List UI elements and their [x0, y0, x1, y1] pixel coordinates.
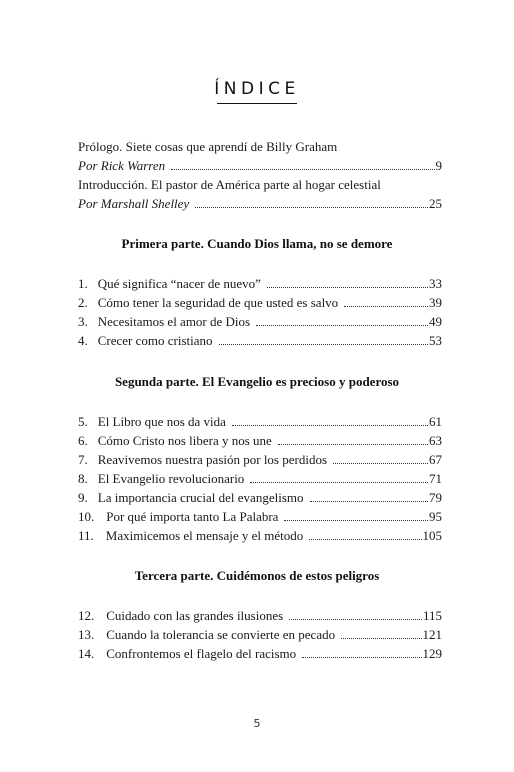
dot-leader — [256, 325, 428, 326]
toc-page-number: 105 — [422, 528, 442, 543]
part-heading: Primera parte. Cuando Dios llama, no se demore — [121, 236, 393, 251]
chapter-number: 11. — [78, 528, 94, 543]
chapter-title: Cómo tener la seguridad de que usted es salvo — [97, 295, 339, 310]
dot-leader — [344, 306, 428, 307]
chapter-title: Cuando la tolerancia se convierte en pecado — [106, 627, 336, 642]
page-title: ÍNDICE — [214, 79, 300, 99]
chapter-title: La importancia crucial del evangelismo — [97, 490, 304, 505]
chapter-title: Crecer como cristiano — [97, 333, 213, 348]
toc-line — [78, 312, 442, 331]
toc-entry-text: Prólogo. Siete cosas que aprendí de Billy Graham — [78, 139, 338, 154]
dot-leader — [195, 207, 428, 208]
toc-line — [78, 606, 442, 625]
toc-entry-author: Por Rick Warren — [78, 158, 166, 173]
chapter-title: Por qué importa tanto La Palabra — [106, 509, 279, 524]
chapter-number: 2. — [78, 295, 88, 310]
part-1-list — [78, 274, 442, 350]
part-heading: Segunda parte. El Evangelio es precioso y poderoso — [114, 374, 400, 389]
chapter-number: 5. — [78, 414, 88, 429]
dot-leader — [278, 444, 428, 445]
toc-line — [78, 431, 442, 450]
chapter-number: 4. — [78, 333, 88, 348]
toc-page-number: 61 — [429, 414, 442, 429]
toc-line — [78, 293, 442, 312]
dot-leader — [250, 482, 428, 483]
dot-leader — [232, 425, 428, 426]
toc-page-number: 95 — [429, 509, 442, 524]
part-3-list — [78, 606, 442, 663]
toc-line — [78, 507, 442, 526]
chapter-number: 3. — [78, 314, 88, 329]
toc-line — [78, 156, 442, 175]
toc-entry-author: Por Marshall Shelley — [78, 196, 190, 211]
dot-leader — [341, 638, 421, 639]
part-heading: Tercera parte. Cuidémonos de estos peligros — [134, 568, 380, 583]
chapter-number: 1. — [78, 276, 88, 291]
toc-line — [78, 625, 442, 644]
toc-page-number: 39 — [429, 295, 442, 310]
toc-page-number: 79 — [429, 490, 442, 505]
chapter-number: 10. — [78, 509, 95, 524]
dot-leader — [289, 619, 422, 620]
front-matter-list — [78, 137, 442, 213]
toc-page-number: 49 — [429, 314, 442, 329]
toc-page-number: 25 — [429, 196, 442, 211]
toc-page-number: 33 — [429, 276, 442, 291]
chapter-title: Cómo Cristo nos libera y nos une — [97, 433, 272, 448]
chapter-number: 8. — [78, 471, 88, 486]
dot-leader — [310, 501, 429, 502]
chapter-title: Reavivemos nuestra pasión por los perdidos — [97, 452, 328, 467]
dot-leader — [309, 539, 421, 540]
dot-leader — [219, 344, 428, 345]
dot-leader — [171, 169, 434, 170]
toc-line — [78, 469, 442, 488]
part-2-list — [78, 412, 442, 545]
dot-leader — [302, 657, 421, 658]
toc-page-number: 63 — [429, 433, 442, 448]
toc-line — [78, 331, 442, 350]
dot-leader — [284, 520, 428, 521]
title-underline — [217, 103, 297, 104]
toc-line — [78, 194, 442, 213]
chapter-title: Qué significa “nacer de nuevo” — [97, 276, 261, 291]
toc-page-number: 9 — [435, 158, 442, 173]
chapter-title: Maximicemos el mensaje y el método — [105, 528, 304, 543]
toc-page-number: 115 — [422, 608, 442, 623]
toc-line — [78, 274, 442, 293]
chapter-number: 7. — [78, 452, 88, 467]
toc-page-number: 53 — [429, 333, 442, 348]
chapter-title: El Libro que nos da vida — [97, 414, 226, 429]
toc-page-number: 67 — [429, 452, 442, 467]
chapter-number: 9. — [78, 490, 88, 505]
toc-line — [78, 644, 442, 663]
dot-leader — [267, 287, 428, 288]
chapter-number: 6. — [78, 433, 88, 448]
chapter-title: Confrontemos el flagelo del racismo — [106, 646, 297, 661]
toc-line — [78, 175, 442, 194]
toc-page-number: 129 — [422, 646, 442, 661]
toc-line — [78, 412, 442, 431]
toc-entry-text: Introducción. El pastor de América parte al hogar celestial — [78, 177, 381, 192]
toc-line — [78, 488, 442, 507]
chapter-number: 12. — [78, 608, 95, 623]
toc-line — [78, 450, 442, 469]
page-number: 5 — [253, 717, 261, 730]
chapter-number: 14. — [78, 646, 95, 661]
dot-leader — [333, 463, 428, 464]
chapter-number: 13. — [78, 627, 95, 642]
toc-page-number: 71 — [429, 471, 442, 486]
toc-line — [78, 526, 442, 545]
chapter-title: El Evangelio revolucionario — [97, 471, 245, 486]
chapter-title: Necesitamos el amor de Dios — [97, 314, 251, 329]
chapter-title: Cuidado con las grandes ilusiones — [106, 608, 284, 623]
toc-page-number: 121 — [422, 627, 442, 642]
toc-line — [78, 137, 442, 156]
